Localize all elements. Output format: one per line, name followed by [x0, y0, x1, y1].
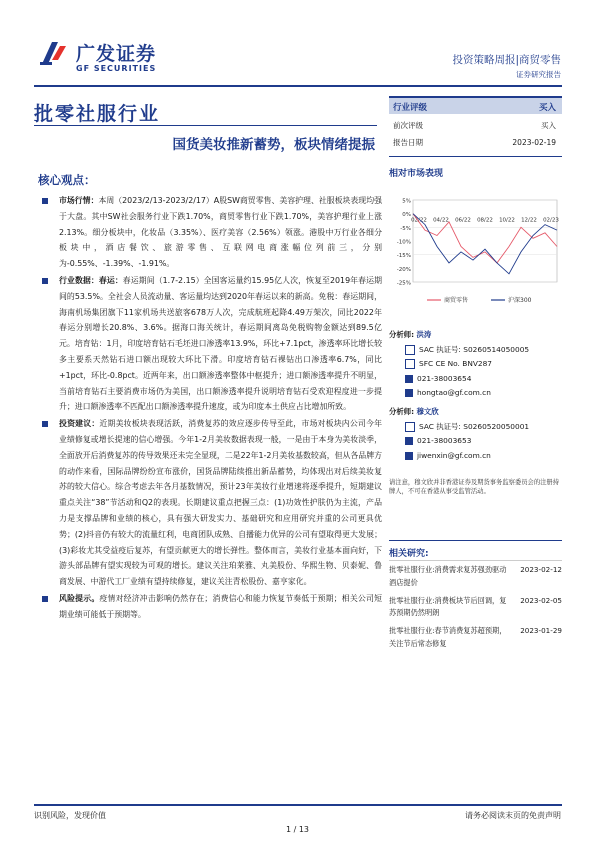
email-icon	[405, 389, 413, 397]
title-divider	[34, 125, 377, 126]
x-tick-label: 08/22	[477, 217, 493, 224]
bullet-investment	[40, 416, 382, 590]
bullet-lead: 行业数据：春运：	[59, 275, 123, 285]
analyst-1	[389, 328, 562, 401]
footer-disclaimer: 请务必阅读末页的免责声明	[465, 811, 561, 820]
bullet-text: 近期美妆板块表现活跃，消费复苏的效应逐步传导至此，市场对板块内公司今年业绩修复或增长提速的信心增强。今年1-2月美妆数据表现一般，一是由于本身为美妆淡季，全面放开后消费复苏的传导效果还未完全显现，二是22年1-2月美妆基数较高，但从各品牌方的动作来看，国际品牌纷纷宣布涨价，国货品牌陆续推出新品蓄势，均体现出对后续美妆复苏的较大信心。综合考虑去年各月基数情况，预计23年美妆行业增速将逐季提升，短期建议重点关注“38”节活动和Q2的表现。长期建议重点把握三点：(1)功效性护肤仍为主流，产品力是支撑品牌和业绩的核心，具有强大研发实力、基础研究和应用研究并重的公司更具优势；(2)抖音仍有较大的流量红利，电商团队成熟、自播能力优异的公司有望取得更大发展；(3)彩妆尤其受益疫后复苏，有望贡献更大的增长弹性。整体而言，美妆行业基本面向好，下游头部品牌有望实现较为可观的增长。建议关注珀莱雅、丸美股份、华熙生物、贝泰妮、鲁商发展、中游代工厂业绩有望持续修复，建议关注青松股份、嘉亨家化。	[59, 419, 382, 587]
gf-logo-icon	[38, 38, 68, 68]
related-title[interactable]: 批零社服行业:春节消费复苏超预期，关注节后常态修复	[389, 626, 507, 648]
bullet-industry-data	[40, 273, 382, 415]
analyst-role: 分析师:	[389, 407, 415, 416]
analyst-name: 洪涛	[416, 330, 432, 339]
phone-icon	[405, 437, 413, 445]
id-card-icon	[405, 422, 415, 432]
rating-label: 行业评级	[393, 103, 428, 113]
email-icon	[405, 452, 413, 460]
industry-title: 批零社服行业	[34, 103, 161, 125]
id-card-icon	[405, 345, 415, 355]
bullet-text: 春运期间（1.7-2.15）全国客运量约15.95亿人次，恢复至2019年春运期间的53.5%。全社会人员流动量、客运量均达到2020年春运以来的新高。免税：春运期间，海南机场集团旗下11家机场共送旅客678万人次，完成航班起降4.49万架次，同比2022年春运分别增长20.8%、3.6%。据海口海关统计，春运期间离岛免税购物金额达到89.5亿元。培育钻：1月，印度培育钻石毛坯进口渗透率13.9%，环比+7.1pct，渗透率环比增长较多主要系天然钻石进口额出现较大环比下滑。印度培育钻石裸钻出口渗透率6.7%，同比+1pct，环比-0.8pct。近两年来，出口额渗透率整体中枢提升；进口额渗透率提升不明显，当前培育钻石主要消费市场仍为美国，出口额渗透率提升说明培育钻石受欢迎程度进一步提升；进口额渗透率不匹配出口额渗透率提升速度，或为印度本土供应占比增加所致。	[59, 275, 382, 412]
logo-chinese: 广发证券	[76, 43, 157, 65]
report-date-label: 报告日期	[393, 138, 423, 147]
related-item[interactable]	[389, 595, 562, 621]
prev-rating-label: 前次评级	[393, 121, 423, 130]
rating-details	[389, 117, 562, 151]
x-tick-label: 04/22	[433, 217, 449, 224]
related-item[interactable]	[389, 625, 562, 651]
bullet-square-icon	[42, 278, 48, 284]
bullet-lead: 市场行情：	[59, 196, 99, 205]
related-subdivider	[389, 560, 562, 561]
bullet-square-icon	[42, 596, 48, 602]
y-tick-label: -15%	[396, 253, 411, 260]
analyst-2	[389, 405, 562, 463]
report-headline: 国货美妆推新蓄势，板块情绪提振	[172, 137, 375, 153]
relative-performance-chart	[389, 190, 562, 315]
related-date: 2023-02-12	[520, 565, 562, 574]
analyst-notes: 请注意，穆文欣并非香港证券及期货事务监察委员会的注册持牌人，不可在香港从事受监管活动。	[389, 479, 560, 495]
logo-english: GF SECURITIES	[76, 64, 157, 73]
chart-title: 相对市场表现	[389, 169, 444, 179]
analyst-phone: 021-38003653	[417, 436, 472, 445]
bullet-lead: 风险提示。	[59, 593, 100, 603]
related-divider	[389, 540, 562, 541]
legend-label: 沪深300	[508, 297, 532, 304]
analyst-phone: 021-38003654	[417, 373, 472, 383]
y-tick-label: 0%	[402, 212, 411, 219]
related-title[interactable]: 批零社服行业:消费需求复苏强劲驱动酒店提价	[389, 565, 507, 587]
bullet-square-icon	[42, 198, 48, 204]
related-title[interactable]: 批零社服行业:消费板块节后回调，复苏预期仍然明朗	[389, 595, 507, 618]
footer-slogan: 识别风险，发现价值	[34, 811, 106, 820]
phone-icon	[405, 375, 413, 383]
chart-frame	[413, 200, 557, 282]
page-number: 1 / 13	[285, 825, 310, 834]
rating-divider	[389, 156, 562, 157]
analyst-name: 穆文欣	[416, 407, 439, 416]
header-rule	[34, 85, 562, 87]
x-tick-label: 02/23	[543, 217, 559, 224]
x-tick-label: 10/22	[499, 217, 515, 224]
analyst-email[interactable]: hongtao@gf.com.cn	[417, 388, 491, 397]
bullet-text: 疫情对经济冲击影响仍然存在；消费信心和能力恢复节奏低于预期；相关公司短期业绩可能低于预期等。	[59, 593, 382, 619]
y-tick-label: -5%	[400, 225, 411, 232]
analyst-sac: SAC 执证号: S0260520050001	[419, 421, 530, 431]
legend-label: 商贸零售	[444, 297, 469, 304]
main-content	[40, 193, 382, 624]
related-heading: 相关研究:	[389, 549, 429, 559]
core-views-heading: 核心观点：	[38, 173, 96, 187]
rating-value: 买入	[538, 103, 556, 113]
related-item[interactable]	[389, 564, 562, 590]
rating-bar	[389, 96, 562, 114]
y-tick-label: 5%	[402, 198, 411, 205]
related-date: 2023-02-05	[520, 595, 562, 605]
analyst-role: 分析师:	[389, 330, 415, 339]
y-tick-label: -25%	[396, 280, 411, 287]
report-type: 投资策略周报|商贸零售	[452, 54, 561, 66]
related-date: 2023-01-29	[520, 626, 562, 636]
y-tick-label: -20%	[396, 266, 411, 273]
report-date-value: 2023-02-19	[512, 138, 556, 147]
bullet-square-icon	[42, 421, 48, 427]
analyst-sac: SAC 执证号: S0260514050005	[419, 344, 530, 354]
bullet-market	[40, 193, 382, 272]
x-tick-label: 12/22	[521, 217, 537, 224]
id-card-icon	[405, 359, 415, 369]
y-tick-label: -10%	[396, 239, 411, 246]
bullet-lead: 投资建议：	[59, 419, 100, 429]
bullet-text: 本周（2023/2/13-2023/2/17）A股SW商贸零售、美容护理、社服板块表现均强于大盘。其中SW社会服务行业下跌1.70%，商贸零售行业下跌1.70%，美容护理行业上涨2.13%。细分板块中，化妆品（3.35%）、医疗美容（2.56%）领涨。港股中万行业各细分板块中，酒店餐饮、旅游零售、互联网电商涨幅位列前三，分别为-0.55%、-1.39%、-1.91%。	[59, 196, 382, 269]
footer-rule	[34, 804, 562, 806]
analyst-email[interactable]: jiwenxin@gf.com.cn	[417, 450, 491, 460]
bullet-risk	[40, 591, 382, 623]
x-tick-label: 02/22	[411, 217, 427, 224]
related-list	[389, 564, 562, 651]
prev-rating-value: 买入	[541, 121, 556, 130]
x-tick-label: 06/22	[455, 217, 471, 224]
report-subtype: 证券研究报告	[516, 70, 561, 79]
analyst-sfc: SFC CE No. BNV287	[419, 359, 493, 368]
